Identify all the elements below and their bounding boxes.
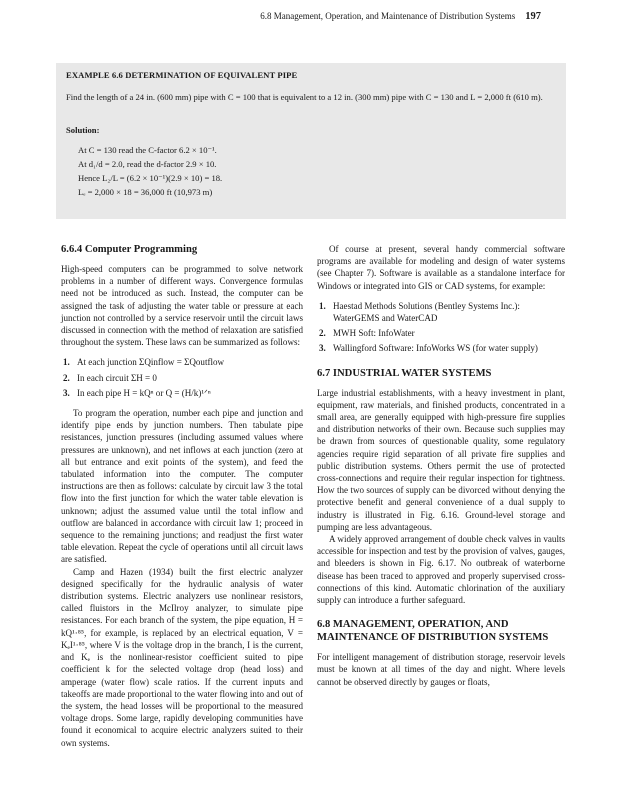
list-text: In each pipe H = kQⁿ or Q = (H/k)¹ᐟⁿ [77,387,211,398]
running-title: 6.8 Management, Operation, and Maintenance of Distribution Systems [260,11,516,21]
page-number: 197 [525,11,541,22]
solution-step: Lₑ = 2,000 × 18 = 36,000 ft (10,973 m) [78,187,213,197]
paragraph: Camp and Hazen (1934) built the first electric analyzer designed specifically for the hydraulic analysis of water distribution systems. Electric analyzers use nonlinear resistors, called fluistors in the McIlroy analyzer, to simulate pipe resistances. For each branch of the system, the pipe equation, H = kQ¹·⁸⁵, for example, is replaced by an electrical equation, V = KₑI¹·⁸⁵, where V is the voltage drop in the branch, I is the current, and Kₑ is the nonlinear-resistor coefficient suited to pipe coefficient k for the selected voltage drop (head loss) and amperage (water flow) scale ratios. If the current inputs and takeoffs are made proportional to the water flowing into and out of the system, the head losses will be proportional to the measured voltage drops. Some large, rapidly developing communities have found it economical to acquire electric analyzers suited to their own systems. [61,566,303,748]
paragraph: For intelligent management of distribution storage, reservoir levels must be known at all times of the day and night. Where levels cannot be observed directly by gauges or floats, [317,652,565,687]
list-item [317,300,565,324]
section-heading-industrial-water: 6.7 INDUSTRIAL WATER SYSTEMS [317,367,492,379]
example-box [56,63,566,219]
solution-steps [78,143,222,199]
list-item [317,327,565,339]
list-text: In each circuit ΣH = 0 [77,372,157,383]
list-item [61,372,303,384]
list-number: 3. [319,343,326,354]
paragraph: To program the operation, number each pipe and junction and identify pipe ends by junction numbers. Then tabulate pipe resistances, junction pressures (including assumed values where pressures are unknown), and net inflows at each junction (zero at all but entrance and exit points of the system), and feed the tabulated information into the computer. The computer instructions are then as follows: calculate by circuit law 3 the total flow into the first junction for which the water table elevation is unknown; adjust the assumed value until the total inflow and outflow are balanced in accordance with circuit law 1; proceed in sequence to the remaining junctions; and readjust the first water table elevation. Repeat the cycle of operations until all circuit laws are satisfied. [61,408,303,565]
solution-step: Hence L₂/L = (6.2 × 10⁻¹)(2.9 × 10) = 18. [78,173,223,183]
section-heading-computer-programming: 6.6.4 Computer Programming [61,244,198,255]
paragraph: Of course at present, several handy commercial software programs are available for modeling and design of water systems (see Chapter 7). Software is available as a standalone interface for Windows or integrated into GIS or CAD systems, for example: [317,244,565,291]
paragraph: Large industrial establishments, with a heavy investment in plant, equipment, raw materials, and finished products, concentrated in a small area, are generally equipped with high-pressure fire supplies and distribution networks of their own. Because such supplies may be drawn from sources of questionable quality, some regulatory agencies require rigid separation of all private fire supplies and public distribution systems. Others permit the use of protected cross-connections and require their regular inspection for tightness. How the two sources of supply can be divorced without denying the protective benefit and general convenience of a dual supply to industry is illustrated in Fig. 6.16. Ground-level storage and pumping are less advantageous. [317,387,565,532]
list-item [317,342,565,354]
list-text: MWH Soft: InfoWater [333,328,415,339]
running-header [36,9,541,23]
list-text: Wallingford Software: InfoWorks WS (for water supply) [333,343,538,354]
list-number: 2. [319,328,326,339]
left-column [61,243,303,749]
list-number: 1. [63,357,70,368]
list-number: 3. [63,387,70,398]
section-heading-management: 6.8 MANAGEMENT, OPERATION, AND MAINTENANCE OF DISTRIBUTION SYSTEMS [317,619,549,644]
right-column [317,243,565,688]
list-text: At each junction ΣQinflow = ΣQoutflow [77,357,225,368]
circuit-laws-list [61,356,303,399]
list-item [61,356,303,368]
paragraph: High-speed computers can be programmed to solve network problems in a number of different ways. Convergence formulas need not be introduced as such. Instead, the computer can be assigned the task of adjusting the water table or pressure at each junction not controlled by a service reservoir until the circuit laws discussed in connection with the method of relaxation are satisfied throughout the system. These laws can be summarized as follows: [61,264,303,348]
solution-step: At C = 130 read the C-factor 6.2 × 10⁻¹. [78,145,217,155]
paragraph: A widely approved arrangement of double check valves in vaults accessible for inspection and test by the provision of valves, gauges, and bleeders is shown in Fig. 6.17. No outbreak of waterborne disease has been traced to approved and properly supervised cross-connections of this kind. Automatic chlorination of the auxiliary supply can introduce a further safeguard. [317,534,565,606]
example-problem: Find the length of a 24 in. (600 mm) pipe with C = 100 that is equivalent to a 12 in. (300 mm) pipe with C = 130 and L = 2,000 ft (610 m). [66,92,543,102]
example-title: EXAMPLE 6.6 DETERMINATION OF EQUIVALENT PIPE [66,70,298,80]
list-number: 2. [63,372,70,383]
solution-step: At d₁/d = 2.0, read the d-factor 2.9 × 10. [78,159,217,169]
list-text: Haestad Methods Solutions (Bentley Systems Inc.): WaterGEMS and WaterCAD [333,300,520,324]
list-number: 1. [319,300,326,311]
solution-label: Solution: [66,125,100,135]
list-item [61,387,303,399]
software-list [317,300,565,355]
